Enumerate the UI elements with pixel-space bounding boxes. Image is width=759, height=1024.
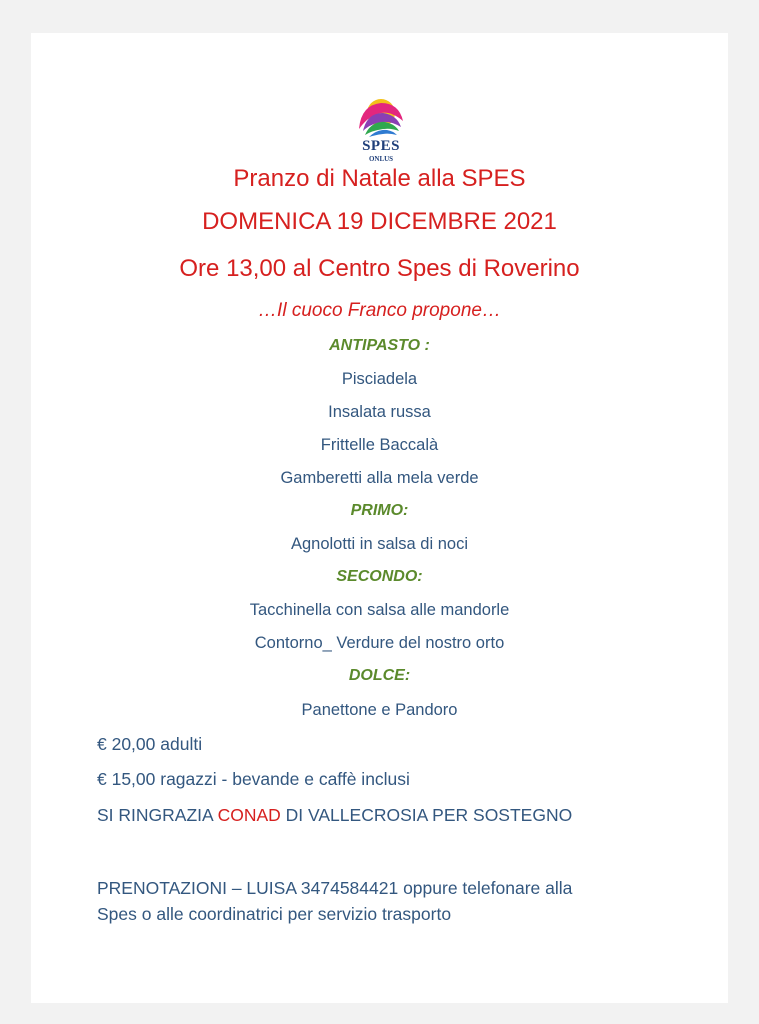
thanks-line: [97, 805, 572, 826]
flyer-card: [31, 33, 728, 1003]
spes-logo: [351, 91, 411, 173]
menu-item: Contorno_ Verdure del nostro orto: [254, 634, 505, 652]
dolce-heading: DOLCE:: [348, 667, 411, 684]
rainbow-icon: [351, 91, 411, 141]
antipasto-heading: ANTIPASTO :: [329, 337, 430, 354]
logo-subtitle: ONLUS: [368, 155, 394, 163]
primo-heading: PRIMO:: [350, 502, 409, 519]
menu-item: Gamberetti alla mela verde: [280, 469, 479, 487]
menu-item: Pisciadela: [341, 370, 418, 388]
booking-line-2: Spes o alle coordinatrici per servizio trasporto: [97, 904, 452, 924]
booking-line-1: PRENOTAZIONI – LUISA 3474584421 oppure telefonare alla: [97, 878, 573, 898]
menu-item: Tacchinella con salsa alle mandorle: [249, 601, 510, 619]
event-date: DOMENICA 19 DICEMBRE 2021: [202, 208, 557, 235]
sponsor-name: CONAD: [217, 805, 281, 825]
menu-item: Agnolotti in salsa di noci: [290, 535, 469, 553]
price-adults: € 20,00 adulti: [97, 734, 203, 754]
logo-name: SPES: [362, 138, 400, 154]
thanks-after: DI VALLECROSIA PER SOSTEGNO: [280, 805, 573, 825]
menu-item: Frittelle Baccalà: [320, 436, 439, 454]
price-kids: € 15,00 ragazzi - bevande e caffè inclusi: [97, 769, 410, 789]
menu-item: Insalata russa: [328, 403, 431, 421]
event-time-place: Ore 13,00 al Centro Spes di Roverino: [179, 255, 580, 282]
thanks-before: SI RINGRAZIA: [97, 805, 218, 825]
event-title: Pranzo di Natale alla SPES: [233, 165, 526, 192]
secondo-heading: SECONDO:: [336, 568, 423, 585]
menu-intro: …Il cuoco Franco propone…: [258, 300, 501, 321]
menu-item: Panettone e Pandoro: [301, 701, 458, 719]
